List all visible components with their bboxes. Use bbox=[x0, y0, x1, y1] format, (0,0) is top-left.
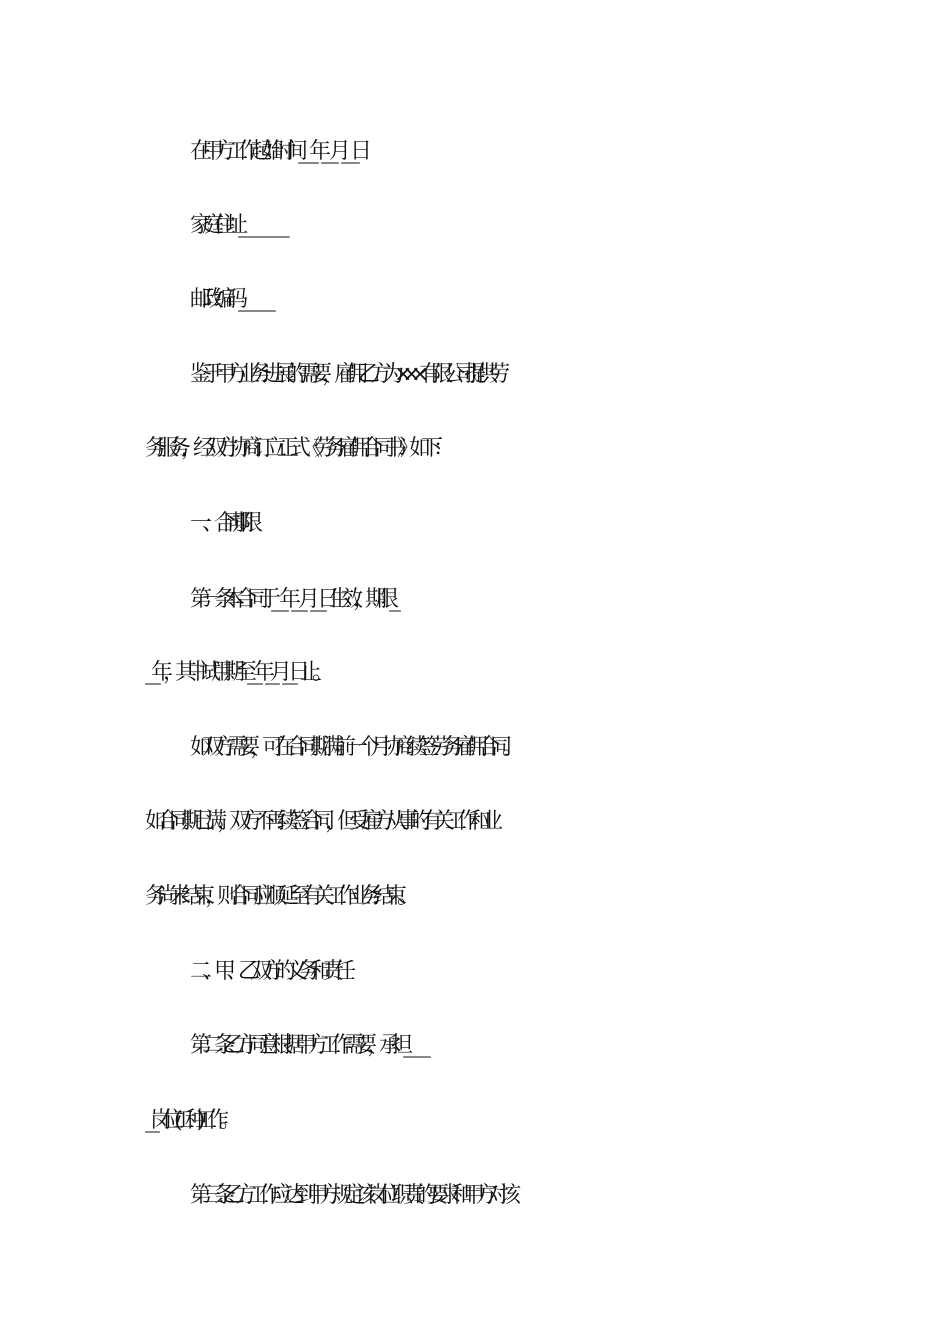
article-1-line-2: ______年，其中试用期至______年_____月______日止。 bbox=[145, 660, 325, 685]
preamble-line-2: 务服务，经双方协商订立正式《劳务雇佣合同书》如下： bbox=[145, 436, 446, 461]
renewal-paragraph-line-2: 如合同期已满，双方不再续签合同，但受雇方从事的有关工作和业 bbox=[145, 809, 494, 834]
renewal-paragraph-line-1: 如双方需要，可在合同期满前一个月协商续签劳务雇佣合同。 bbox=[190, 735, 515, 760]
section-heading-contract-term: 一、合 同 期 限 bbox=[190, 511, 253, 536]
section-heading-obligations: 二、甲、乙双方的义务和责任 bbox=[190, 959, 347, 984]
article-2-line-2: _____岗位(工种)工作。 bbox=[145, 1108, 232, 1133]
home-address-line: 家庭住址__________________________________________ bbox=[190, 213, 281, 238]
start-date-line: 在甲方工作起始时间___________年________月_________日 bbox=[190, 139, 363, 164]
renewal-paragraph-line-3: 务尚未结束，则合同应顺延至有关工作业务结束。 bbox=[145, 884, 410, 909]
article-2-line-1: 第二条 乙方同意根据甲方工作需要，承担__________________ bbox=[190, 1033, 421, 1058]
article-3-line-1: 第三条 乙方工作应达到甲方规定该岗位职责的要求和甲方对该 bbox=[190, 1183, 511, 1208]
postal-code-line: 邮政编码____________________________ bbox=[190, 287, 267, 312]
preamble-line-1: 鉴于甲方业务进展的需要，雇佣乙方为×××有限公司 提供劳 bbox=[190, 362, 501, 387]
article-1-line-1: 第一条 本合同于________年_______月_______日生效，期限__ bbox=[190, 587, 391, 612]
